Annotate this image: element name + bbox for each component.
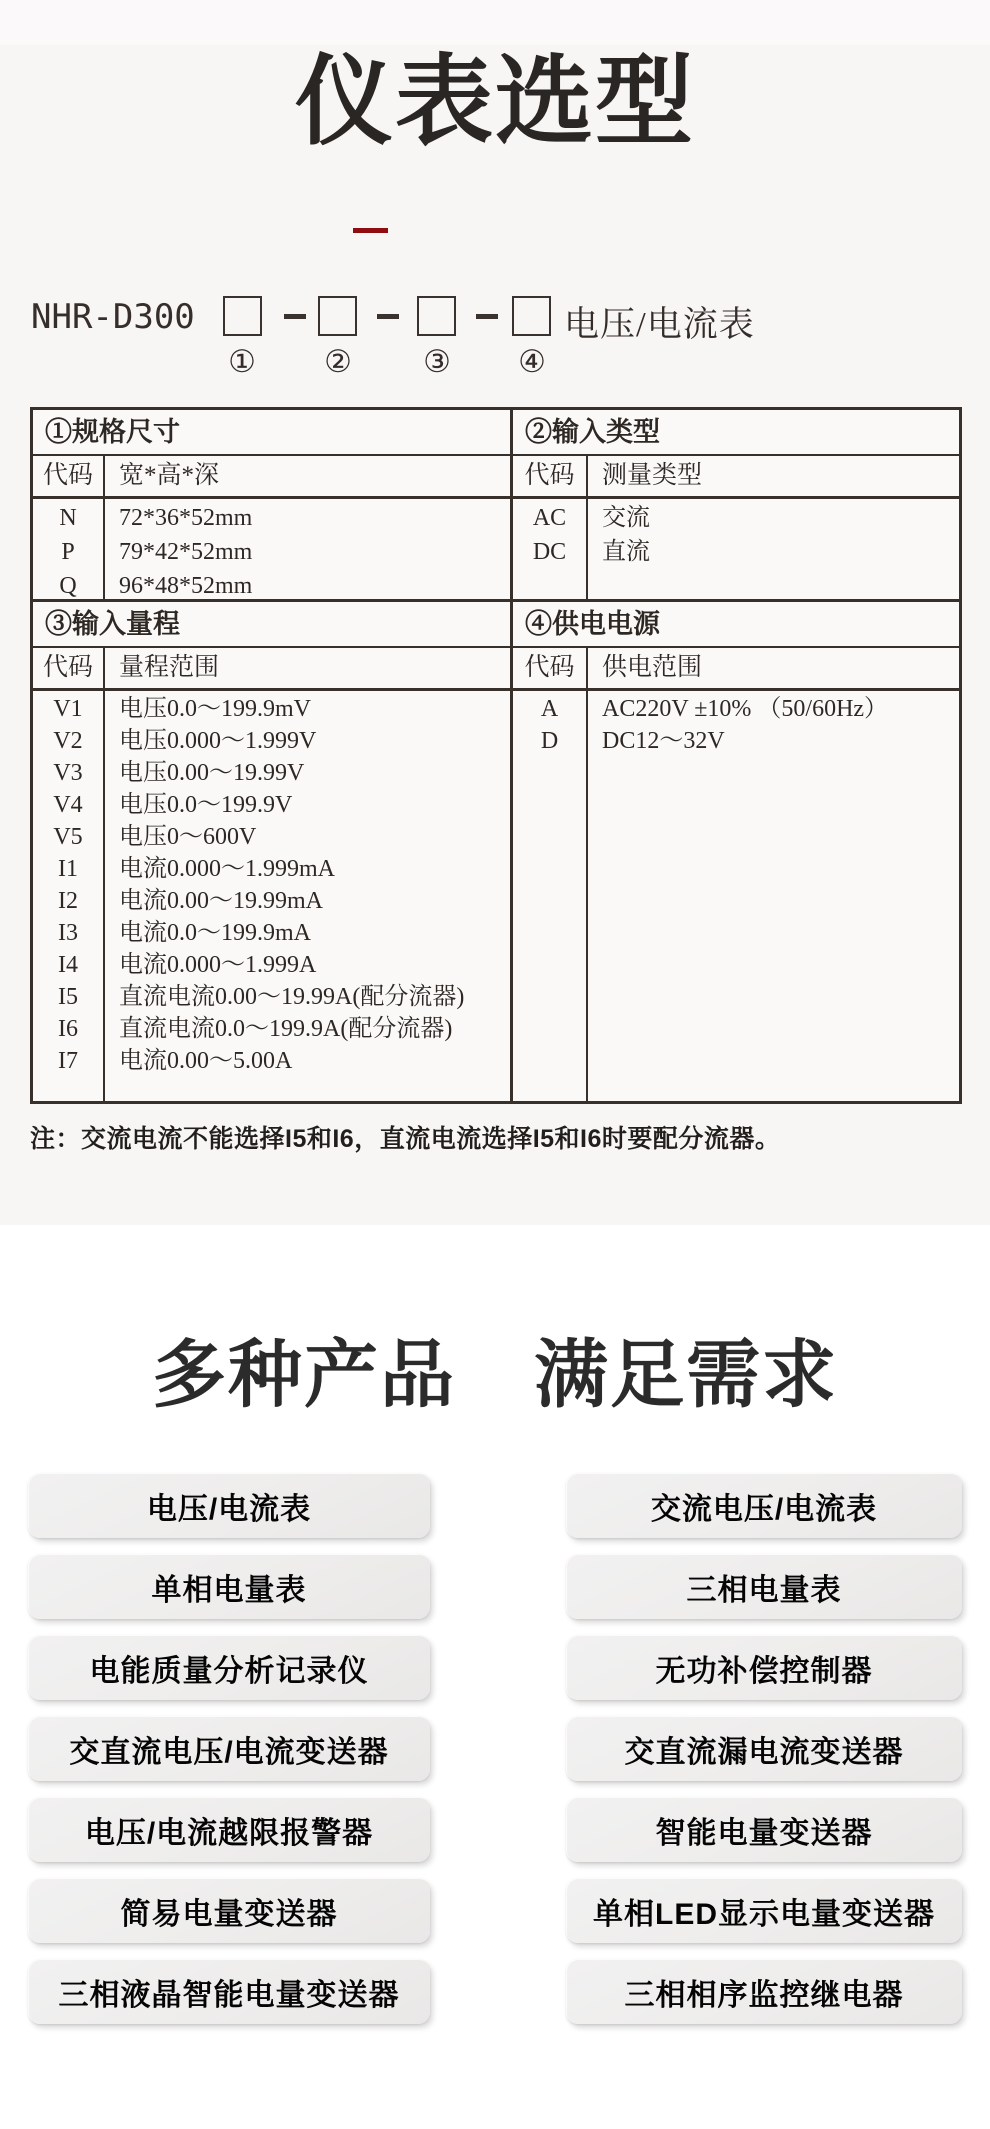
code-header-cell: 代码	[513, 648, 588, 688]
section-title-spec-size: ①规格尺寸	[33, 410, 510, 456]
note-text: 注：交流电流不能选择I5和I6，直流电流选择I5和I6时要配分流器。	[30, 1125, 781, 1153]
position-marker-4: ④	[518, 344, 546, 379]
dimension-value: 72*36*52mm	[119, 505, 253, 531]
code-header-cell: 代码	[33, 456, 105, 496]
model-number: NHR-D300	[31, 297, 195, 337]
section-title-power-supply: ④供电电源	[513, 602, 959, 648]
header-row-input-type	[513, 456, 959, 499]
value-header-cell: 测量类型	[602, 462, 703, 489]
code-value: DC	[532, 539, 567, 565]
code-column	[513, 499, 588, 599]
code-column	[33, 691, 105, 1101]
product-column-left	[28, 1473, 430, 2040]
product-button-simple-transmitter[interactable]: 简易电量变送器	[28, 1878, 430, 1943]
range-value: 电流0.00～5.00A	[119, 1048, 293, 1074]
range-value: 电压0.000～1.999V	[119, 728, 317, 754]
code-value: I6	[58, 1016, 78, 1042]
value-column	[105, 499, 510, 599]
code-column	[513, 691, 588, 1101]
code-value: I2	[58, 888, 78, 914]
type-value: 交流	[602, 505, 650, 531]
code-value: I3	[58, 920, 78, 946]
range-value: 电流0.00～19.99mA	[119, 888, 323, 914]
value-column	[588, 691, 959, 1101]
model-dash-2	[377, 314, 399, 319]
range-value: 直流电流0.00～19.99A(配分流器)	[119, 984, 465, 1010]
model-code-box-4	[512, 296, 551, 336]
range-value: 电流0.0～199.9mA	[119, 920, 311, 946]
accent-dash	[353, 228, 388, 233]
dimension-value: 96*48*52mm	[119, 573, 253, 599]
code-value: D	[540, 728, 559, 754]
code-value: Q	[59, 573, 77, 599]
product-button-voltage-current-meter[interactable]: 电压/电流表	[28, 1473, 430, 1538]
table-left-half	[33, 410, 513, 1101]
position-marker-1: ①	[228, 344, 256, 379]
code-value: V5	[53, 824, 83, 850]
code-value: N	[59, 505, 77, 531]
position-marker-2: ②	[324, 344, 352, 379]
header-row-spec-size	[33, 456, 510, 499]
product-button-reactive-compensation-controller[interactable]: 无功补偿控制器	[566, 1635, 962, 1700]
value-header-cell: 量程范围	[119, 654, 220, 681]
products-heading-right: 满足需求	[534, 1333, 838, 1416]
code-value: I5	[58, 984, 78, 1010]
range-value: 电压0.0～199.9V	[119, 792, 293, 818]
data-area-input-range	[33, 691, 510, 1101]
code-value: V3	[53, 760, 83, 786]
product-button-power-quality-recorder[interactable]: 电能质量分析记录仪	[28, 1635, 430, 1700]
code-value: V2	[53, 728, 83, 754]
code-column	[33, 499, 105, 599]
section-title-input-type: ②输入类型	[513, 410, 959, 456]
table-right-half	[513, 410, 959, 1101]
section-title-input-range: ③输入量程	[33, 602, 510, 648]
code-value: V1	[53, 696, 83, 722]
product-button-acdc-voltage-current-transmitter[interactable]: 交直流电压/电流变送器	[28, 1716, 430, 1781]
code-value: V4	[53, 792, 83, 818]
products-heading	[0, 1316, 990, 1422]
code-value: I4	[58, 952, 78, 978]
power-value: DC12～32V	[602, 728, 725, 754]
range-value: 电压0～600V	[119, 824, 257, 850]
header-row-input-range	[33, 648, 510, 691]
products-heading-left: 多种产品	[152, 1333, 456, 1416]
code-value: I1	[58, 856, 78, 882]
model-dash-3	[476, 314, 498, 319]
model-code-box-2	[318, 296, 357, 336]
product-button-leakage-current-transmitter[interactable]: 交直流漏电流变送器	[566, 1716, 962, 1781]
code-value: A	[540, 696, 559, 722]
range-value: 电流0.000～1.999A	[119, 952, 317, 978]
range-value: 直流电流0.0～199.9A(配分流器)	[119, 1016, 453, 1042]
header-row-power-supply	[513, 648, 959, 691]
product-button-smart-transmitter[interactable]: 智能电量变送器	[566, 1797, 962, 1862]
product-button-single-phase-led-transmitter[interactable]: 单相LED显示电量变送器	[566, 1878, 962, 1943]
range-value: 电压0.0～199.9mV	[119, 696, 311, 722]
model-code-box-3	[417, 296, 456, 336]
code-header-cell: 代码	[33, 648, 105, 688]
selection-table	[30, 407, 962, 1104]
product-column-right	[566, 1473, 962, 2040]
product-button-phase-sequence-relay[interactable]: 三相相序监控继电器	[566, 1959, 962, 2024]
power-value: AC220V ±10% （50/60Hz）	[602, 696, 889, 722]
model-suffix-label: 电压/电流表	[564, 305, 755, 344]
value-header-cell: 宽*高*深	[119, 462, 220, 489]
value-column	[105, 691, 510, 1101]
product-button-ac-voltage-current-meter[interactable]: 交流电压/电流表	[566, 1473, 962, 1538]
model-dash-1	[284, 314, 306, 319]
model-code-box-1	[223, 296, 262, 336]
position-marker-3: ③	[423, 344, 451, 379]
product-button-single-phase-meter[interactable]: 单相电量表	[28, 1554, 430, 1619]
type-value: 直流	[602, 539, 650, 565]
product-button-three-phase-meter[interactable]: 三相电量表	[566, 1554, 962, 1619]
code-value: I7	[58, 1048, 78, 1074]
product-button-three-phase-lcd-transmitter[interactable]: 三相液晶智能电量变送器	[28, 1959, 430, 2024]
code-header-cell: 代码	[513, 456, 588, 496]
range-value: 电压0.00～19.99V	[119, 760, 305, 786]
code-value: AC	[532, 505, 567, 531]
product-button-limit-alarm[interactable]: 电压/电流越限报警器	[28, 1797, 430, 1862]
dimension-value: 79*42*52mm	[119, 539, 253, 565]
value-header-cell: 供电范围	[602, 654, 703, 681]
data-area-input-type	[513, 499, 959, 602]
range-value: 电流0.000～1.999mA	[119, 856, 335, 882]
value-column	[588, 499, 959, 599]
data-area-power-supply	[513, 691, 959, 1101]
page-title: 仪表选型	[294, 46, 695, 156]
code-value: P	[61, 539, 75, 565]
data-area-spec-size	[33, 499, 510, 602]
